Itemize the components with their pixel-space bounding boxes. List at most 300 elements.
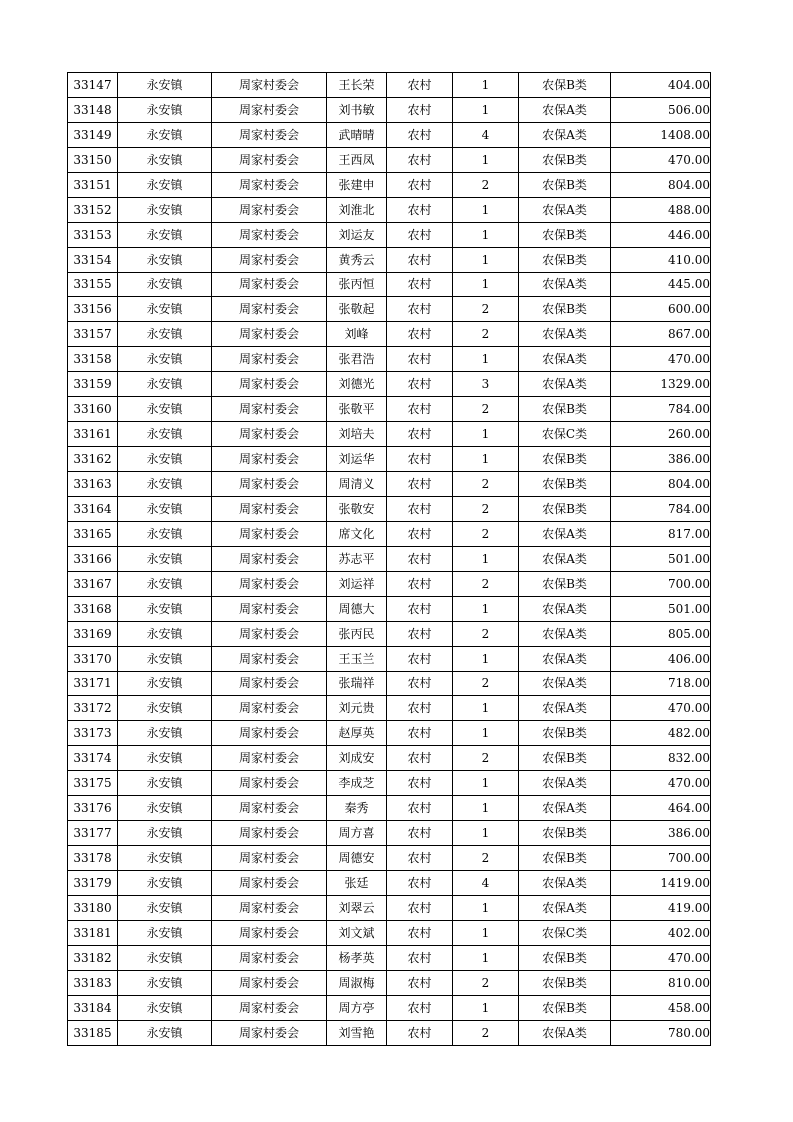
household-type-cell: 农村 (387, 671, 453, 696)
member-count-cell: 4 (453, 122, 519, 147)
category-cell: 农保B类 (519, 821, 611, 846)
category-cell: 农保B类 (519, 172, 611, 197)
town-cell: 永安镇 (118, 771, 212, 796)
table-row (68, 771, 711, 796)
town-cell: 永安镇 (118, 347, 212, 372)
row-id-cell: 33166 (68, 546, 118, 571)
amount-cell: 804.00 (611, 472, 711, 497)
table-row (68, 1020, 711, 1045)
town-cell: 永安镇 (118, 596, 212, 621)
name-cell: 周淑梅 (327, 970, 387, 995)
name-cell: 武晴晴 (327, 122, 387, 147)
table-row (68, 297, 711, 322)
category-cell: 农保B类 (519, 970, 611, 995)
name-cell: 张丙民 (327, 621, 387, 646)
category-cell: 农保A类 (519, 347, 611, 372)
name-cell: 刘峰 (327, 322, 387, 347)
village-cell: 周家村委会 (212, 821, 327, 846)
category-cell: 农保C类 (519, 920, 611, 945)
town-cell: 永安镇 (118, 297, 212, 322)
row-id-cell: 33157 (68, 322, 118, 347)
member-count-cell: 1 (453, 821, 519, 846)
household-type-cell: 农村 (387, 621, 453, 646)
household-type-cell: 农村 (387, 472, 453, 497)
village-cell: 周家村委会 (212, 796, 327, 821)
category-cell: 农保A类 (519, 771, 611, 796)
amount-cell: 784.00 (611, 496, 711, 521)
village-cell: 周家村委会 (212, 297, 327, 322)
household-type-cell: 农村 (387, 422, 453, 447)
village-cell: 周家村委会 (212, 272, 327, 297)
village-cell: 周家村委会 (212, 347, 327, 372)
amount-cell: 784.00 (611, 397, 711, 422)
name-cell: 张敬安 (327, 496, 387, 521)
category-cell: 农保A类 (519, 122, 611, 147)
table-row (68, 197, 711, 222)
category-cell: 农保B类 (519, 571, 611, 596)
table-row (68, 746, 711, 771)
row-id-cell: 33172 (68, 696, 118, 721)
village-cell: 周家村委会 (212, 172, 327, 197)
member-count-cell: 1 (453, 895, 519, 920)
town-cell: 永安镇 (118, 995, 212, 1020)
household-type-cell: 农村 (387, 372, 453, 397)
amount-cell: 488.00 (611, 197, 711, 222)
village-cell: 周家村委会 (212, 397, 327, 422)
village-cell: 周家村委会 (212, 571, 327, 596)
row-id-cell: 33185 (68, 1020, 118, 1045)
amount-cell: 446.00 (611, 222, 711, 247)
row-id-cell: 33177 (68, 821, 118, 846)
name-cell: 刘培夫 (327, 422, 387, 447)
row-id-cell: 33180 (68, 895, 118, 920)
amount-cell: 470.00 (611, 147, 711, 172)
household-type-cell: 农村 (387, 447, 453, 472)
name-cell: 张建申 (327, 172, 387, 197)
town-cell: 永安镇 (118, 97, 212, 122)
town-cell: 永安镇 (118, 422, 212, 447)
member-count-cell: 1 (453, 97, 519, 122)
category-cell: 农保B类 (519, 222, 611, 247)
town-cell: 永安镇 (118, 746, 212, 771)
row-id-cell: 33160 (68, 397, 118, 422)
member-count-cell: 1 (453, 646, 519, 671)
household-type-cell: 农村 (387, 222, 453, 247)
member-count-cell: 2 (453, 297, 519, 322)
row-id-cell: 33154 (68, 247, 118, 272)
category-cell: 农保B类 (519, 846, 611, 871)
amount-cell: 700.00 (611, 571, 711, 596)
town-cell: 永安镇 (118, 1020, 212, 1045)
amount-cell: 501.00 (611, 546, 711, 571)
name-cell: 周德大 (327, 596, 387, 621)
amount-cell: 470.00 (611, 347, 711, 372)
table-row (68, 472, 711, 497)
table-row (68, 920, 711, 945)
table-row (68, 646, 711, 671)
household-type-cell: 农村 (387, 970, 453, 995)
village-cell: 周家村委会 (212, 372, 327, 397)
household-type-cell: 农村 (387, 147, 453, 172)
amount-cell: 410.00 (611, 247, 711, 272)
household-type-cell: 农村 (387, 247, 453, 272)
name-cell: 刘运友 (327, 222, 387, 247)
household-type-cell: 农村 (387, 496, 453, 521)
table-row (68, 172, 711, 197)
household-type-cell: 农村 (387, 197, 453, 222)
village-cell: 周家村委会 (212, 122, 327, 147)
village-cell: 周家村委会 (212, 621, 327, 646)
town-cell: 永安镇 (118, 646, 212, 671)
town-cell: 永安镇 (118, 147, 212, 172)
category-cell: 农保B类 (519, 247, 611, 272)
name-cell: 张敬平 (327, 397, 387, 422)
row-id-cell: 33156 (68, 297, 118, 322)
table-row (68, 721, 711, 746)
amount-cell: 458.00 (611, 995, 711, 1020)
village-cell: 周家村委会 (212, 871, 327, 896)
table-row (68, 571, 711, 596)
table-row (68, 945, 711, 970)
row-id-cell: 33183 (68, 970, 118, 995)
amount-cell: 482.00 (611, 721, 711, 746)
table-row (68, 147, 711, 172)
household-type-cell: 农村 (387, 721, 453, 746)
town-cell: 永安镇 (118, 796, 212, 821)
table-row (68, 821, 711, 846)
name-cell: 杨孝英 (327, 945, 387, 970)
town-cell: 永安镇 (118, 546, 212, 571)
member-count-cell: 1 (453, 995, 519, 1020)
village-cell: 周家村委会 (212, 920, 327, 945)
name-cell: 王西凤 (327, 147, 387, 172)
row-id-cell: 33149 (68, 122, 118, 147)
household-type-cell: 农村 (387, 746, 453, 771)
town-cell: 永安镇 (118, 821, 212, 846)
town-cell: 永安镇 (118, 73, 212, 98)
name-cell: 刘翠云 (327, 895, 387, 920)
category-cell: 农保B类 (519, 73, 611, 98)
table-row (68, 796, 711, 821)
member-count-cell: 2 (453, 397, 519, 422)
village-cell: 周家村委会 (212, 472, 327, 497)
town-cell: 永安镇 (118, 272, 212, 297)
category-cell: 农保B类 (519, 746, 611, 771)
member-count-cell: 2 (453, 496, 519, 521)
member-count-cell: 1 (453, 347, 519, 372)
data-table (67, 72, 711, 1046)
village-cell: 周家村委会 (212, 721, 327, 746)
category-cell: 农保A类 (519, 796, 611, 821)
household-type-cell: 农村 (387, 821, 453, 846)
village-cell: 周家村委会 (212, 447, 327, 472)
member-count-cell: 1 (453, 721, 519, 746)
village-cell: 周家村委会 (212, 1020, 327, 1045)
row-id-cell: 33151 (68, 172, 118, 197)
row-id-cell: 33178 (68, 846, 118, 871)
town-cell: 永安镇 (118, 721, 212, 746)
amount-cell: 464.00 (611, 796, 711, 821)
member-count-cell: 1 (453, 546, 519, 571)
village-cell: 周家村委会 (212, 546, 327, 571)
village-cell: 周家村委会 (212, 596, 327, 621)
category-cell: 农保A类 (519, 621, 611, 646)
amount-cell: 600.00 (611, 297, 711, 322)
household-type-cell: 农村 (387, 122, 453, 147)
village-cell: 周家村委会 (212, 322, 327, 347)
household-type-cell: 农村 (387, 172, 453, 197)
town-cell: 永安镇 (118, 172, 212, 197)
amount-cell: 867.00 (611, 322, 711, 347)
row-id-cell: 33165 (68, 521, 118, 546)
member-count-cell: 1 (453, 73, 519, 98)
village-cell: 周家村委会 (212, 895, 327, 920)
member-count-cell: 1 (453, 247, 519, 272)
village-cell: 周家村委会 (212, 970, 327, 995)
category-cell: 农保A类 (519, 272, 611, 297)
village-cell: 周家村委会 (212, 945, 327, 970)
category-cell: 农保A类 (519, 895, 611, 920)
town-cell: 永安镇 (118, 846, 212, 871)
member-count-cell: 2 (453, 521, 519, 546)
town-cell: 永安镇 (118, 322, 212, 347)
row-id-cell: 33182 (68, 945, 118, 970)
row-id-cell: 33152 (68, 197, 118, 222)
row-id-cell: 33170 (68, 646, 118, 671)
amount-cell: 832.00 (611, 746, 711, 771)
category-cell: 农保A类 (519, 197, 611, 222)
village-cell: 周家村委会 (212, 422, 327, 447)
household-type-cell: 农村 (387, 796, 453, 821)
member-count-cell: 1 (453, 771, 519, 796)
row-id-cell: 33164 (68, 496, 118, 521)
household-type-cell: 农村 (387, 322, 453, 347)
town-cell: 永安镇 (118, 920, 212, 945)
category-cell: 农保B类 (519, 397, 611, 422)
amount-cell: 817.00 (611, 521, 711, 546)
household-type-cell: 农村 (387, 1020, 453, 1045)
table-row (68, 546, 711, 571)
member-count-cell: 1 (453, 696, 519, 721)
row-id-cell: 33179 (68, 871, 118, 896)
household-type-cell: 农村 (387, 696, 453, 721)
amount-cell: 419.00 (611, 895, 711, 920)
village-cell: 周家村委会 (212, 771, 327, 796)
row-id-cell: 33161 (68, 422, 118, 447)
member-count-cell: 3 (453, 372, 519, 397)
household-type-cell: 农村 (387, 871, 453, 896)
member-count-cell: 2 (453, 846, 519, 871)
amount-cell: 810.00 (611, 970, 711, 995)
household-type-cell: 农村 (387, 397, 453, 422)
member-count-cell: 1 (453, 796, 519, 821)
table-row (68, 521, 711, 546)
table-row (68, 73, 711, 98)
row-id-cell: 33176 (68, 796, 118, 821)
table-row (68, 447, 711, 472)
household-type-cell: 农村 (387, 73, 453, 98)
household-type-cell: 农村 (387, 596, 453, 621)
name-cell: 刘元贵 (327, 696, 387, 721)
amount-cell: 805.00 (611, 621, 711, 646)
table-row (68, 97, 711, 122)
member-count-cell: 1 (453, 447, 519, 472)
table-row (68, 895, 711, 920)
row-id-cell: 33184 (68, 995, 118, 1020)
table-row (68, 347, 711, 372)
row-id-cell: 33150 (68, 147, 118, 172)
member-count-cell: 1 (453, 422, 519, 447)
category-cell: 农保A类 (519, 696, 611, 721)
table-row (68, 995, 711, 1020)
member-count-cell: 1 (453, 197, 519, 222)
name-cell: 李成芝 (327, 771, 387, 796)
member-count-cell: 4 (453, 871, 519, 896)
amount-cell: 501.00 (611, 596, 711, 621)
town-cell: 永安镇 (118, 122, 212, 147)
row-id-cell: 33181 (68, 920, 118, 945)
village-cell: 周家村委会 (212, 147, 327, 172)
name-cell: 刘成安 (327, 746, 387, 771)
category-cell: 农保A类 (519, 372, 611, 397)
name-cell: 周方亭 (327, 995, 387, 1020)
row-id-cell: 33147 (68, 73, 118, 98)
row-id-cell: 33158 (68, 347, 118, 372)
table-row (68, 696, 711, 721)
household-type-cell: 农村 (387, 546, 453, 571)
name-cell: 黄秀云 (327, 247, 387, 272)
town-cell: 永安镇 (118, 372, 212, 397)
member-count-cell: 1 (453, 272, 519, 297)
category-cell: 农保A类 (519, 322, 611, 347)
name-cell: 王长荣 (327, 73, 387, 98)
village-cell: 周家村委会 (212, 646, 327, 671)
member-count-cell: 1 (453, 222, 519, 247)
category-cell: 农保B类 (519, 721, 611, 746)
amount-cell: 386.00 (611, 821, 711, 846)
village-cell: 周家村委会 (212, 671, 327, 696)
village-cell: 周家村委会 (212, 746, 327, 771)
household-type-cell: 农村 (387, 646, 453, 671)
amount-cell: 780.00 (611, 1020, 711, 1045)
category-cell: 农保B类 (519, 496, 611, 521)
name-cell: 周德安 (327, 846, 387, 871)
town-cell: 永安镇 (118, 945, 212, 970)
amount-cell: 1408.00 (611, 122, 711, 147)
category-cell: 农保A类 (519, 871, 611, 896)
household-type-cell: 农村 (387, 571, 453, 596)
category-cell: 农保B类 (519, 297, 611, 322)
member-count-cell: 2 (453, 571, 519, 596)
table-body (68, 73, 711, 1046)
town-cell: 永安镇 (118, 671, 212, 696)
household-type-cell: 农村 (387, 846, 453, 871)
village-cell: 周家村委会 (212, 995, 327, 1020)
table-row (68, 372, 711, 397)
category-cell: 农保B类 (519, 945, 611, 970)
village-cell: 周家村委会 (212, 521, 327, 546)
amount-cell: 1419.00 (611, 871, 711, 896)
row-id-cell: 33163 (68, 472, 118, 497)
amount-cell: 470.00 (611, 696, 711, 721)
member-count-cell: 1 (453, 920, 519, 945)
town-cell: 永安镇 (118, 970, 212, 995)
household-type-cell: 农村 (387, 995, 453, 1020)
table-row (68, 970, 711, 995)
name-cell: 张敬起 (327, 297, 387, 322)
table-row (68, 846, 711, 871)
name-cell: 席文化 (327, 521, 387, 546)
amount-cell: 445.00 (611, 272, 711, 297)
household-type-cell: 农村 (387, 771, 453, 796)
household-type-cell: 农村 (387, 521, 453, 546)
row-id-cell: 33148 (68, 97, 118, 122)
table-row (68, 247, 711, 272)
amount-cell: 506.00 (611, 97, 711, 122)
category-cell: 农保A类 (519, 521, 611, 546)
household-type-cell: 农村 (387, 895, 453, 920)
table-row (68, 272, 711, 297)
amount-cell: 470.00 (611, 771, 711, 796)
table-row (68, 397, 711, 422)
table-row (68, 322, 711, 347)
category-cell: 农保A类 (519, 596, 611, 621)
category-cell: 农保B类 (519, 472, 611, 497)
amount-cell: 804.00 (611, 172, 711, 197)
town-cell: 永安镇 (118, 496, 212, 521)
table-row (68, 496, 711, 521)
table-row (68, 122, 711, 147)
name-cell: 张君浩 (327, 347, 387, 372)
member-count-cell: 1 (453, 596, 519, 621)
category-cell: 农保A类 (519, 646, 611, 671)
row-id-cell: 33173 (68, 721, 118, 746)
household-type-cell: 农村 (387, 920, 453, 945)
row-id-cell: 33171 (68, 671, 118, 696)
town-cell: 永安镇 (118, 247, 212, 272)
amount-cell: 406.00 (611, 646, 711, 671)
member-count-cell: 2 (453, 621, 519, 646)
table-row (68, 422, 711, 447)
village-cell: 周家村委会 (212, 247, 327, 272)
row-id-cell: 33175 (68, 771, 118, 796)
category-cell: 农保B类 (519, 447, 611, 472)
category-cell: 农保B类 (519, 995, 611, 1020)
name-cell: 张廷 (327, 871, 387, 896)
member-count-cell: 2 (453, 746, 519, 771)
document-page (67, 72, 710, 1046)
name-cell: 刘运华 (327, 447, 387, 472)
member-count-cell: 2 (453, 1020, 519, 1045)
amount-cell: 402.00 (611, 920, 711, 945)
name-cell: 刘书敏 (327, 97, 387, 122)
name-cell: 刘德光 (327, 372, 387, 397)
category-cell: 农保A类 (519, 546, 611, 571)
household-type-cell: 农村 (387, 272, 453, 297)
town-cell: 永安镇 (118, 871, 212, 896)
table-row (68, 671, 711, 696)
town-cell: 永安镇 (118, 222, 212, 247)
name-cell: 刘雪艳 (327, 1020, 387, 1045)
row-id-cell: 33174 (68, 746, 118, 771)
category-cell: 农保B类 (519, 147, 611, 172)
town-cell: 永安镇 (118, 447, 212, 472)
member-count-cell: 2 (453, 472, 519, 497)
name-cell: 刘文斌 (327, 920, 387, 945)
village-cell: 周家村委会 (212, 222, 327, 247)
village-cell: 周家村委会 (212, 97, 327, 122)
table-row (68, 222, 711, 247)
